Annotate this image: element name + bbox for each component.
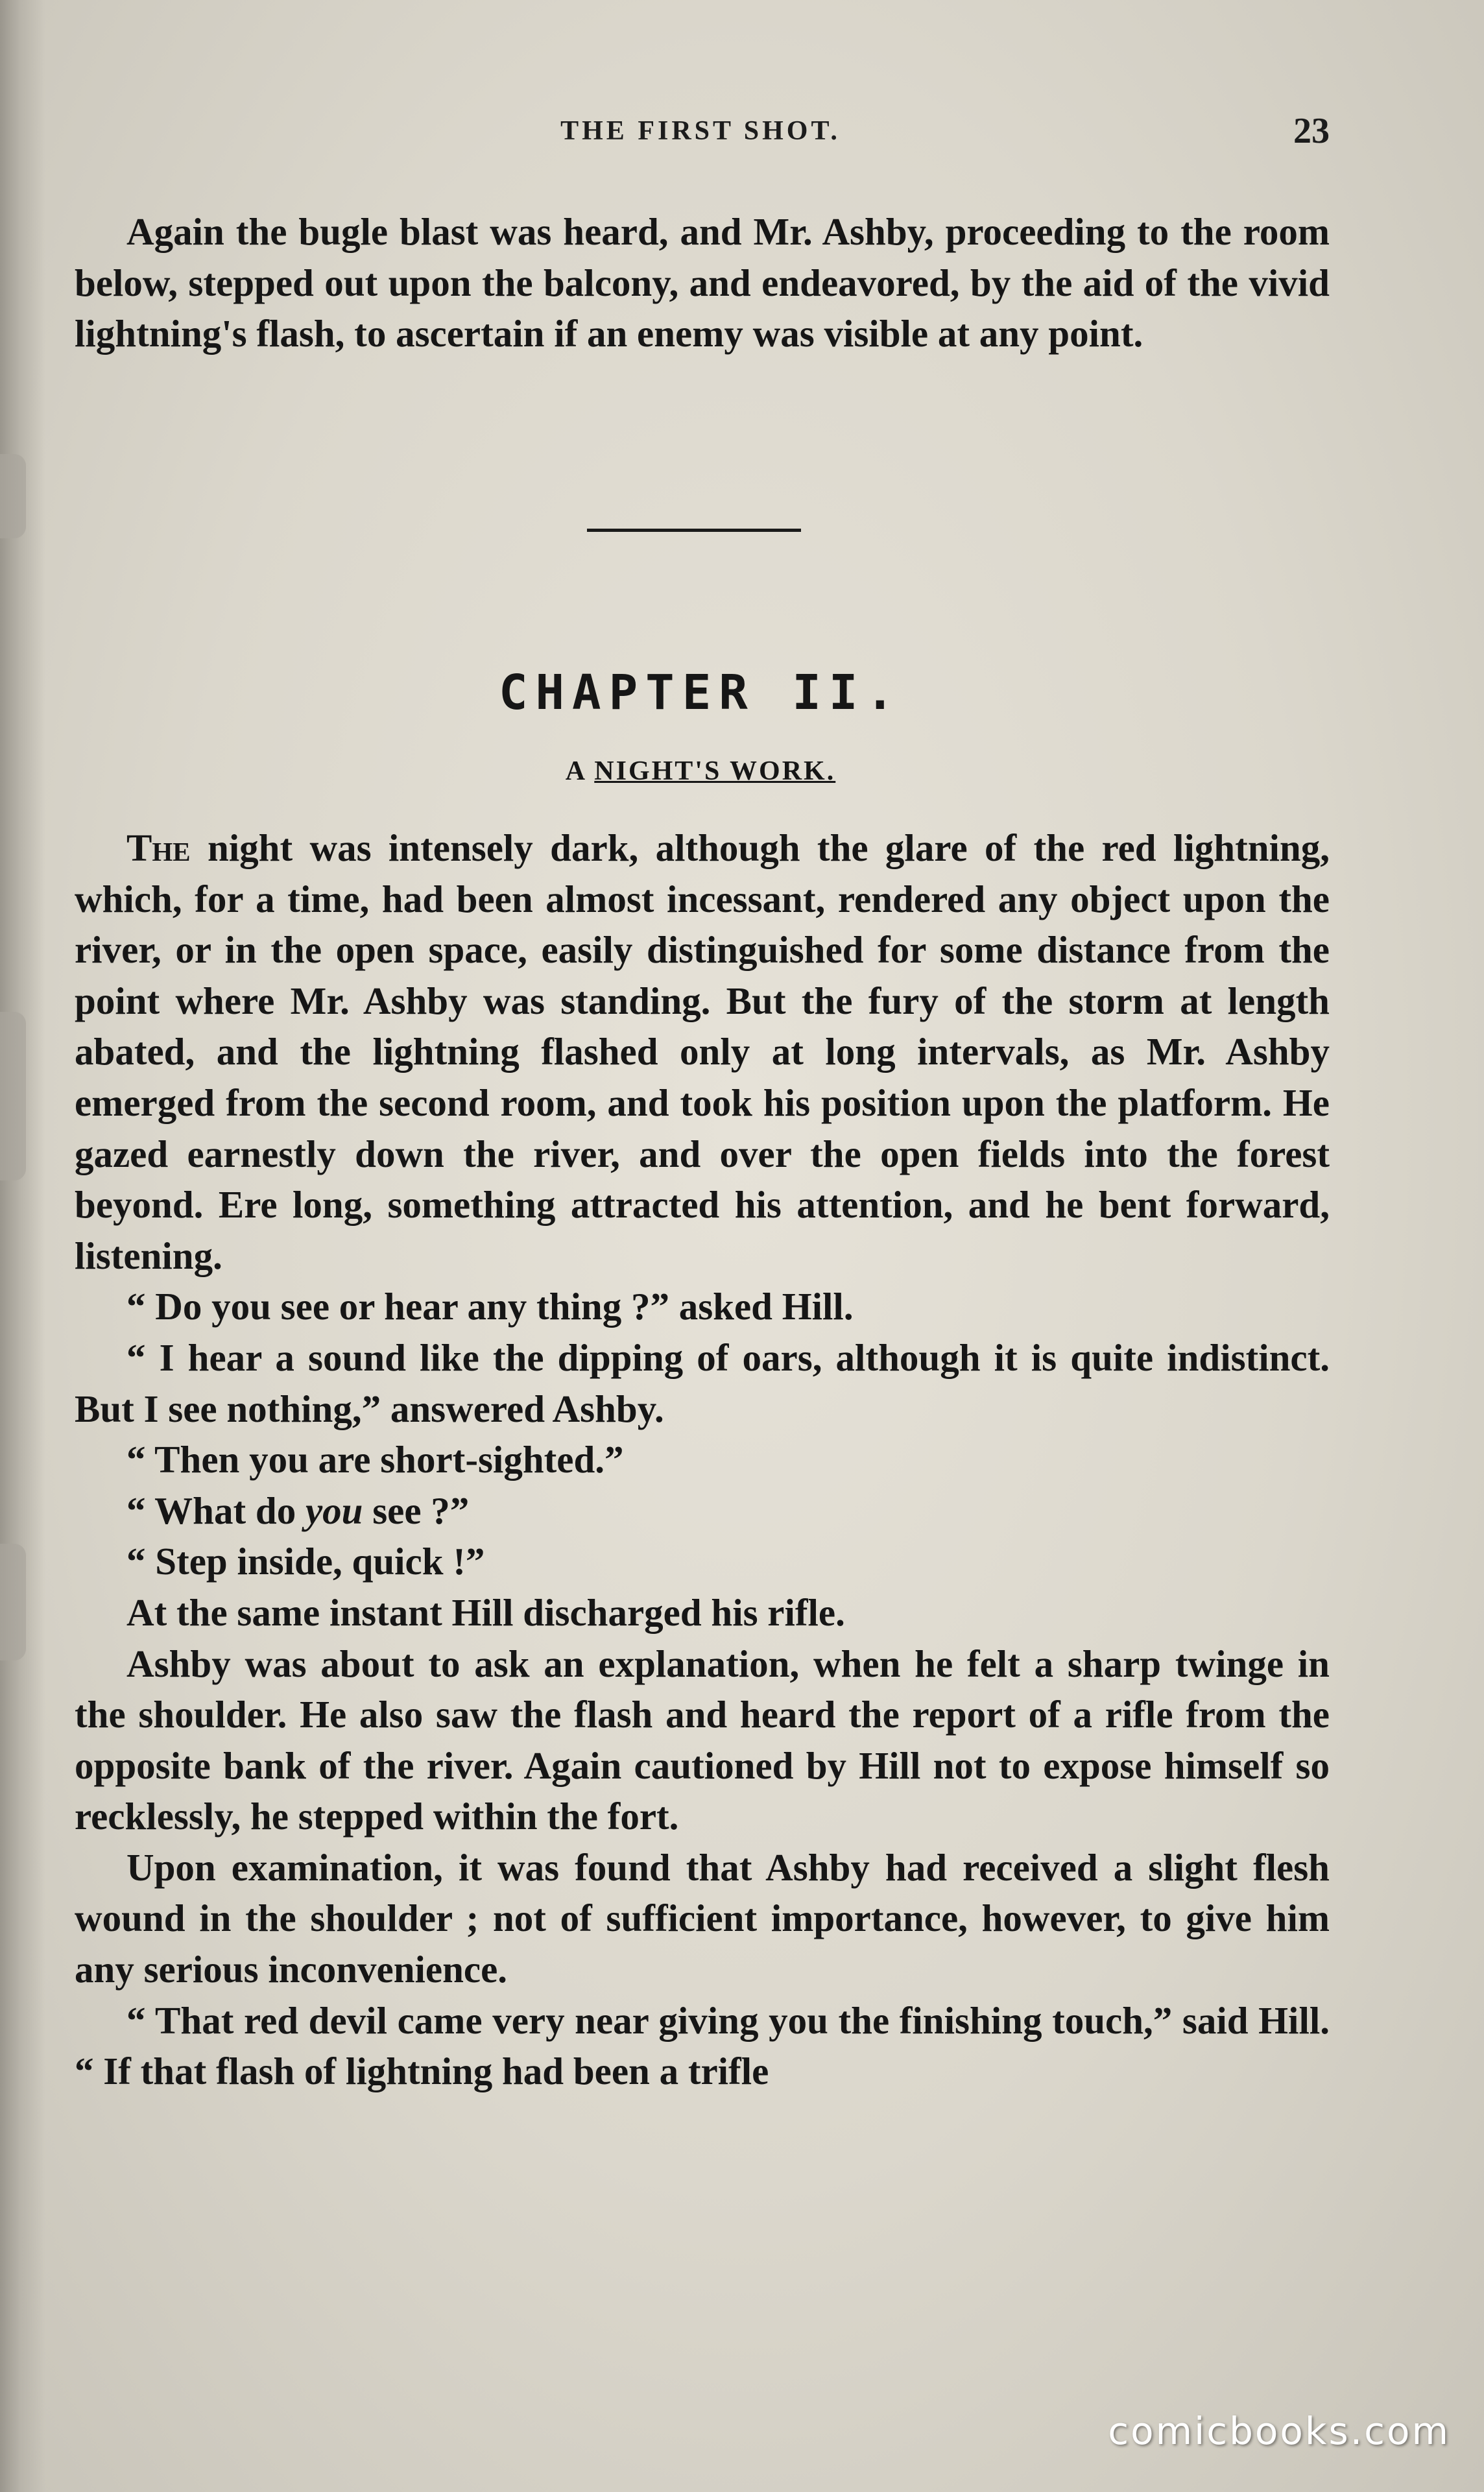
body-paragraph: “ Then you are short-sighted.” xyxy=(126,1438,624,1481)
body-paragraph: Upon examination, it was found that Ashby had received a slight flesh wound in the shoulder ; not of sufficient importance, however, to give him any serious inconvenience. xyxy=(75,1845,1330,1991)
body-paragraph xyxy=(75,1485,1330,1537)
source-watermark: comicbooks.com xyxy=(1108,2409,1450,2453)
paper-tear xyxy=(0,454,26,538)
chapter-subtitle xyxy=(71,756,1330,787)
opening-paragraph: Again the bugle blast was heard, and Mr. Ashby, proceeding to the room below, stepped out upon the balcony, and endeavored, by the aid of the vivid lightning's flash, to ascertain if an enemy was visible at any point. xyxy=(75,210,1330,355)
chapter-subtitle-first: A xyxy=(565,756,586,786)
paragraph-text: see ?” xyxy=(363,1489,470,1532)
body-paragraph: “ Step inside, quick !” xyxy=(126,1540,485,1583)
page-binding-shadow xyxy=(0,0,45,2492)
chapter-subtitle-rest: NIGHT'S WORK. xyxy=(594,756,836,786)
emphasized-word: you xyxy=(305,1489,363,1532)
running-title: THE FIRST SHOT. xyxy=(560,116,841,146)
body-paragraph: Ashby was about to ask an explanation, when he felt a sharp twinge in the shoulder. He also saw the flash and heard the report of a rifle from the opposite bank of the river. Again cautioned by Hill not to expose himself so recklessly, he stepped within the fort. xyxy=(75,1642,1330,1838)
body-paragraph: “ That red devil came very near giving you the finishing touch,” said Hill. “ If that flash of lightning had been a trifle xyxy=(75,1998,1330,2093)
body-paragraph: At the same instant Hill discharged his rifle. xyxy=(126,1590,845,1634)
opening-text-block xyxy=(75,206,1330,359)
running-head xyxy=(71,111,1330,161)
section-rule xyxy=(587,529,801,532)
body-paragraph xyxy=(75,822,1330,1281)
paragraph-text: “ What do xyxy=(126,1489,305,1532)
paper-tear xyxy=(0,1544,26,1660)
body-paragraph: “ Do you see or hear any thing ?” asked Hill. xyxy=(126,1285,854,1328)
paragraph-lead-word: The xyxy=(126,826,191,869)
page-number: 23 xyxy=(1293,111,1330,151)
body-paragraph: “ I hear a sound like the dipping of oars, although it is quite indistinct. But I see nothing,” answered Ashby. xyxy=(75,1336,1330,1430)
paper-tear xyxy=(0,1012,26,1180)
chapter-heading: CHAPTER II. xyxy=(498,665,903,721)
paragraph-text: night was intensely dark, although the glare of the red lightning, which, for a time, had been almost incessant, rendered any object upon the river, or in the open space, easily distinguished for some distance from the point where Mr. Ashby was standing. But the fury of the storm at length abated, and the lightning flashed only at long intervals, as Mr. Ashby emerged from the second room, and took his position upon the platform. He gazed earnestly down the river, and over the open fields into the forest beyond. Ere long, something attracted his attention, and he bent forward, listening. xyxy=(75,826,1330,1277)
chapter-text-block xyxy=(75,822,1330,2097)
